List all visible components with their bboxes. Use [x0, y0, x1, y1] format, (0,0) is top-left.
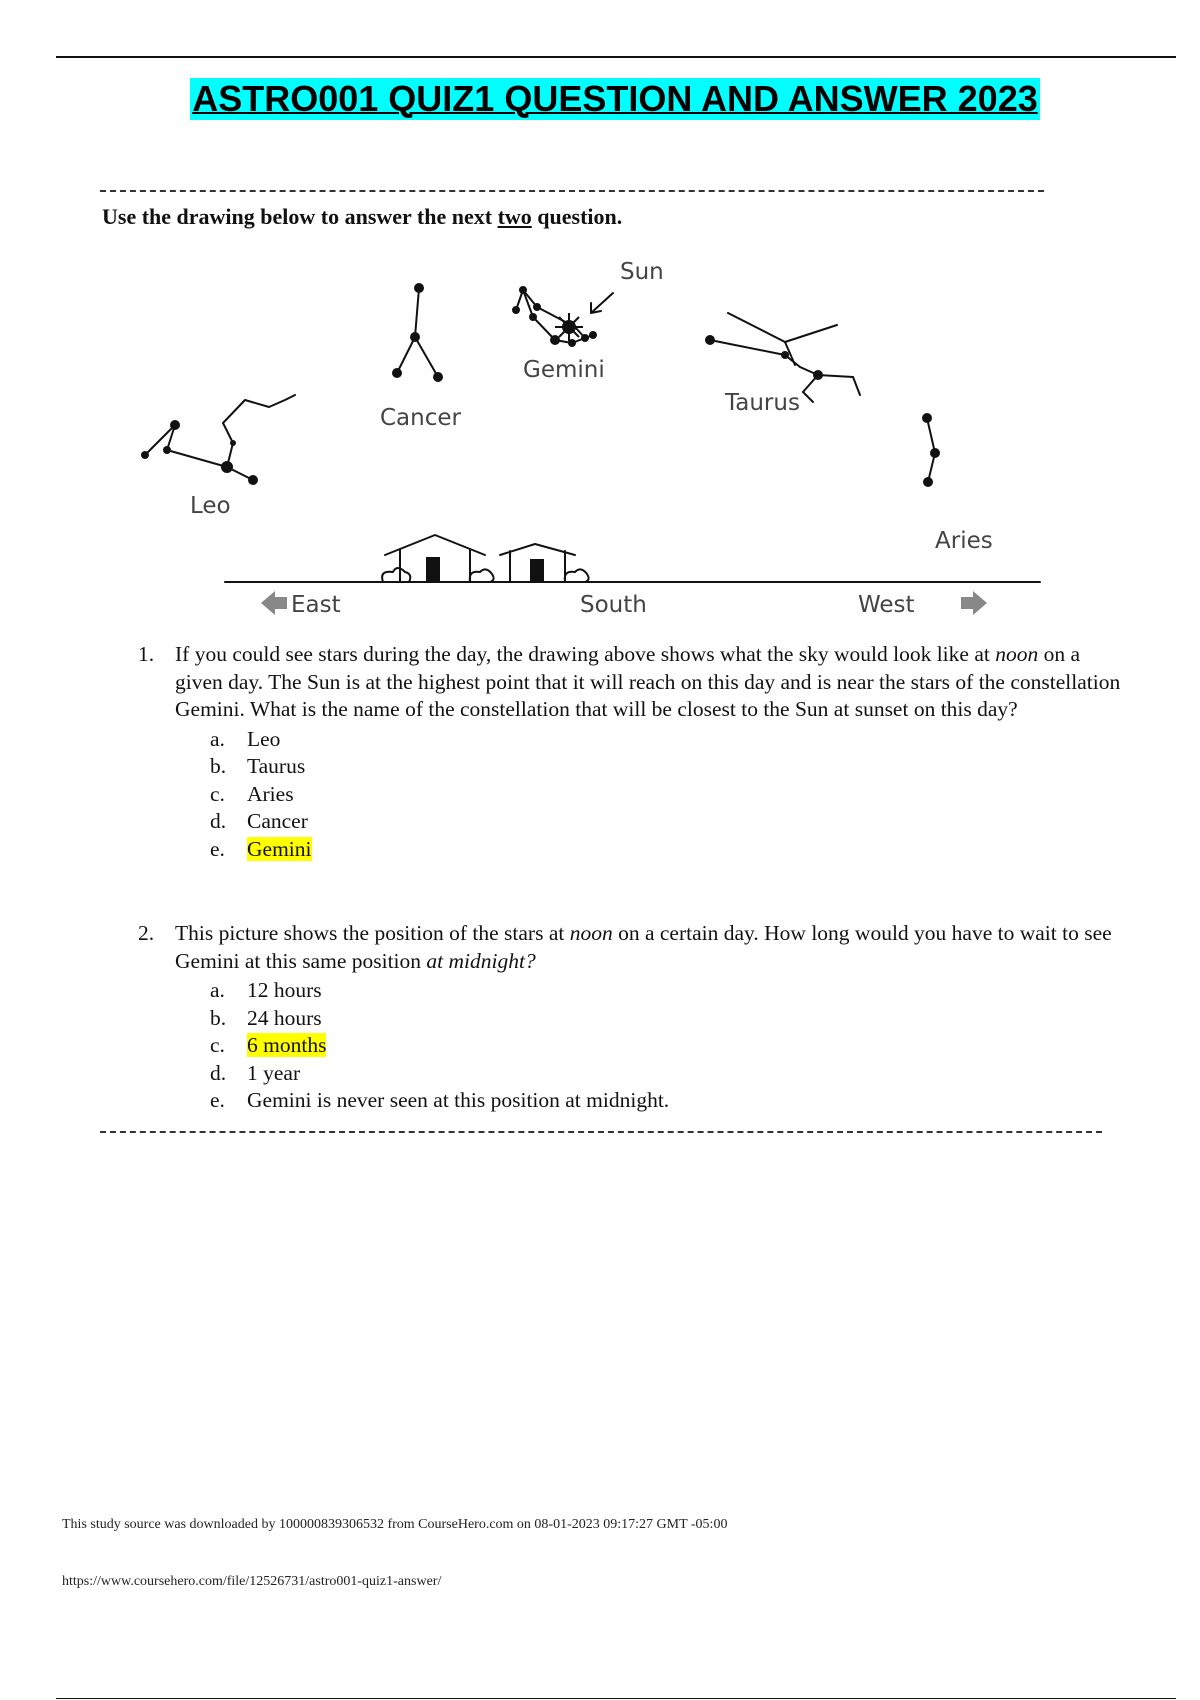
instruction	[102, 204, 622, 230]
label-aries: Aries	[935, 528, 993, 554]
option-text: 24 hours	[247, 1005, 322, 1030]
option-text: Leo	[247, 726, 281, 751]
question-text-emphasis: at midnight?	[426, 948, 536, 973]
source-url[interactable]: https://www.coursehero.com/file/12526731/astro001-quiz1-answer/	[62, 1574, 442, 1589]
option-letter: c.	[210, 1033, 225, 1057]
question-text-emphasis: noon	[569, 921, 613, 945]
instruction-before: Use the drawing below to answer the next	[102, 204, 498, 229]
question-number: 1.	[138, 642, 155, 666]
option-d[interactable]	[138, 808, 1128, 836]
option-letter: e.	[210, 1088, 225, 1112]
title-wrapper	[0, 78, 1200, 120]
top-rule	[56, 56, 1176, 58]
option-letter: e.	[210, 836, 225, 861]
dashed-divider-bottom	[100, 1131, 1102, 1133]
option-c[interactable]	[138, 1032, 1128, 1060]
option-letter: b.	[210, 1005, 227, 1030]
option-a[interactable]	[138, 726, 1128, 754]
label-sun: Sun	[620, 259, 664, 285]
question-text-part: This picture shows the position of the stars at	[175, 921, 570, 945]
question-1	[138, 641, 1128, 863]
question-number: 2.	[138, 921, 155, 945]
east-arrow-icon	[261, 591, 287, 615]
label-east: East	[291, 592, 341, 618]
bottom-rule	[56, 1698, 1176, 1699]
sky-drawing-svg	[135, 255, 1065, 630]
west-arrow-icon	[961, 591, 987, 615]
option-text: 12 hours	[247, 978, 322, 1002]
question-text-part: on a certain day. How long would you have to wait to see Gemini at this same position	[175, 921, 1112, 973]
option-e[interactable]	[138, 1087, 1128, 1115]
instruction-emphasis: two	[497, 204, 532, 229]
leo-constellation	[145, 395, 295, 480]
question-text	[175, 641, 1128, 724]
question-text-part: on a given day. The Sun is at the highest point that it will reach on this day and is near the stars of the constellation Gemini. What is the name of the constellation that will be closest to the Sun at sunset on this day?	[175, 642, 1121, 721]
sun-icon	[555, 313, 583, 341]
instruction-after: question.	[531, 204, 623, 229]
dashed-divider-top	[100, 190, 1044, 192]
option-c[interactable]	[138, 781, 1128, 809]
houses	[382, 535, 588, 582]
options-list	[138, 977, 1128, 1115]
option-letter: c.	[210, 781, 225, 806]
label-cancer: Cancer	[380, 405, 461, 431]
question-2	[138, 920, 1128, 1115]
option-letter: b.	[210, 754, 227, 778]
option-text: Aries	[247, 781, 294, 806]
option-e[interactable]	[138, 836, 1128, 864]
option-letter: d.	[210, 809, 227, 833]
label-leo: Leo	[190, 493, 231, 519]
option-text: 1 year	[247, 1060, 301, 1085]
options-list	[138, 726, 1128, 864]
option-b[interactable]	[138, 1005, 1128, 1033]
label-west: West	[858, 592, 915, 618]
cancer-constellation	[397, 288, 438, 377]
question-text-emphasis: noon	[995, 642, 1039, 666]
label-gemini: Gemini	[523, 357, 605, 383]
question-text	[175, 920, 1128, 975]
option-letter: a.	[210, 978, 225, 1002]
option-a[interactable]	[138, 977, 1128, 1005]
question-text-part: If you could see stars during the day, the drawing above shows what the sky would look like at	[175, 642, 996, 666]
option-text: Gemini is never seen at this position at midnight.	[247, 1088, 670, 1112]
option-b[interactable]	[138, 753, 1128, 781]
option-text-highlighted: 6 months	[247, 1033, 327, 1057]
option-text-highlighted: Gemini	[247, 836, 312, 861]
option-text: Cancer	[247, 809, 308, 833]
page-title: ASTRO001 QUIZ1 QUESTION AND ANSWER 2023	[192, 78, 1038, 119]
sky-drawing	[135, 255, 1065, 630]
option-letter: d.	[210, 1060, 227, 1085]
option-d[interactable]	[138, 1060, 1128, 1088]
sun-arrow	[591, 293, 613, 313]
option-letter: a.	[210, 726, 225, 751]
label-taurus: Taurus	[725, 390, 800, 416]
download-note: This study source was downloaded by 100000839306532 from CourseHero.com on 08-01-2023 09:17:27 GMT -05:00	[62, 1517, 728, 1532]
label-south: South	[580, 592, 647, 618]
option-text: Taurus	[247, 754, 306, 778]
